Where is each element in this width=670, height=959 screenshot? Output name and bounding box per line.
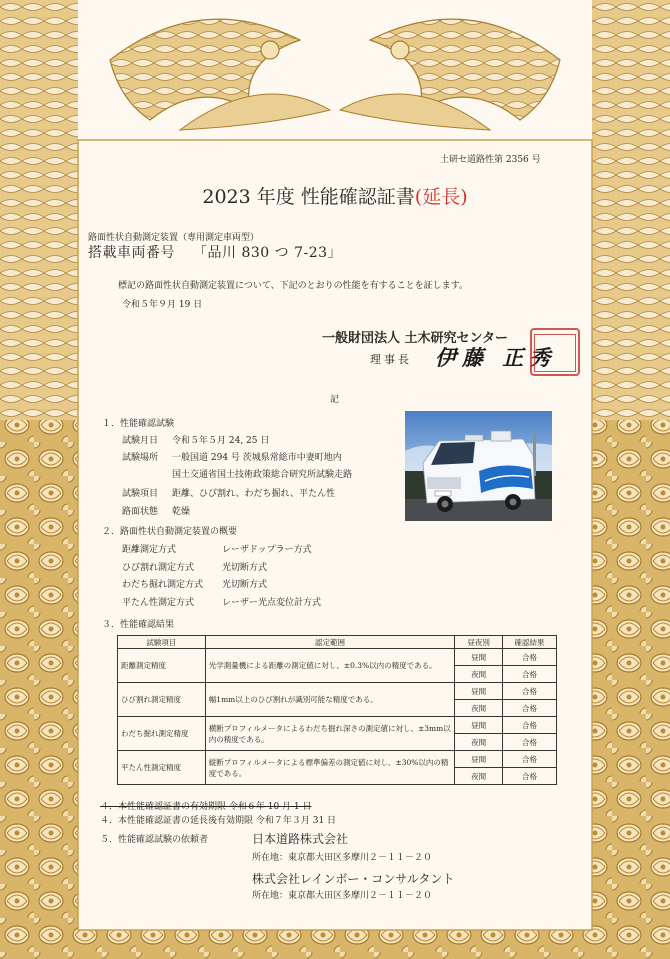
row-label: 平たん性測定方式 <box>122 598 195 608</box>
column-header: 試験項目 <box>118 636 206 649</box>
result: 合格 <box>503 649 557 666</box>
table-row <box>118 751 557 768</box>
row-label: ひび割れ測定方式 <box>122 563 195 573</box>
day-night: 昼間 <box>455 717 503 734</box>
client-address: 所在地：東京都大田区多摩川２－１１－２０ <box>252 853 433 863</box>
issuer-organization: 一般財団法人 土木研究センター <box>322 331 509 346</box>
row-value: 光切断方式 <box>222 580 268 590</box>
table-header-row <box>118 636 557 649</box>
certification-statement: 標記の路面性状自動測定装置について、下記のとおりの性能を有することを証します。 <box>118 281 468 291</box>
device-type: 路面性状自動測定装置（専用測定車両型） <box>88 233 260 243</box>
row-value: 光切断方式 <box>222 563 268 573</box>
certified-range: 縦断プロフィルメータによる標準偏差の測定値に対し、±30%以内の精度である。 <box>205 751 454 785</box>
issue-date: 令和５年９月 19 日 <box>122 300 203 310</box>
day-night: 昼間 <box>455 751 503 768</box>
test-item: わだち掘れ測定精度 <box>118 717 206 751</box>
section-1-row <box>122 433 269 446</box>
section-1-heading: １．性能確認試験 <box>102 419 175 429</box>
document-number: 土研セ道路性第 2356 号 <box>440 155 541 165</box>
vehicle-photo <box>405 411 552 521</box>
day-night: 夜間 <box>455 700 503 717</box>
title-extension: (延長) <box>414 186 468 208</box>
result: 合格 <box>503 666 557 683</box>
result: 合格 <box>503 734 557 751</box>
section-2-row <box>122 542 312 555</box>
table-row <box>118 683 557 700</box>
ki-marker: 記 <box>330 395 340 405</box>
table-row <box>118 649 557 666</box>
result: 合格 <box>503 683 557 700</box>
client-address: 所在地：東京都大田区多摩川２－１１－２０ <box>252 891 433 901</box>
old-expiry-struck: ４．本性能確認証書の有効期限 令和６年 10 月 1 日 <box>100 802 312 812</box>
certified-range: 光学測量機による距離の測定値に対し、±0.3%以内の精度である。 <box>205 649 454 683</box>
representative-signature: 伊藤 正秀 <box>435 345 557 370</box>
section-2-row <box>122 577 267 590</box>
result: 合格 <box>503 768 557 785</box>
day-night: 昼間 <box>455 683 503 700</box>
certified-range: 横断プロフィルメータによるわだち掘れ深さの測定値に対し、±3mm以内の精度である。 <box>205 717 454 751</box>
certified-range: 幅1mm以上のひび割れが識別可能な精度である。 <box>205 683 454 717</box>
section-3-heading: ３．性能確認結果 <box>102 620 175 630</box>
result: 合格 <box>503 700 557 717</box>
vehicle-label: 搭載車両番号 <box>88 245 175 261</box>
row-label: 試験項目 <box>122 489 159 499</box>
row-value: 距離、ひび割れ、わだち掘れ、平たん性 <box>172 489 336 499</box>
row-label: 試験月日 <box>122 436 159 446</box>
day-night: 夜間 <box>455 666 503 683</box>
client-name: 日本道路株式会社 <box>252 832 349 846</box>
table-row <box>118 717 557 734</box>
results-table <box>117 635 557 785</box>
test-item: 距離測定精度 <box>118 649 206 683</box>
row-value: 令和５年５月 24, 25 日 <box>172 436 270 446</box>
row-label: わだち掘れ測定方式 <box>122 580 204 590</box>
extended-expiry: ４．本性能確認証書の延長後有効期限 令和７年３月 31 日 <box>100 816 337 826</box>
test-item: 平たん性測定精度 <box>118 751 206 785</box>
test-item: ひび割れ測定精度 <box>118 683 206 717</box>
result: 合格 <box>503 751 557 768</box>
vehicle-number <box>88 242 342 262</box>
day-night: 夜間 <box>455 768 503 785</box>
representative-title: 理事長 <box>370 353 412 366</box>
section-2-heading: ２．路面性状自動測定装置の概要 <box>102 527 238 537</box>
title-main: 2023 年度 性能確認証書 <box>202 186 415 208</box>
row-value: 乾燥 <box>172 507 191 517</box>
result: 合格 <box>503 717 557 734</box>
section-1-row <box>122 504 190 517</box>
row-value: レーザドップラー方式 <box>222 545 312 555</box>
section-5-heading: ５．性能確認試験の依頼者 <box>100 835 209 845</box>
section-2-row <box>122 595 321 608</box>
official-seal <box>530 328 580 376</box>
row-value: 国土交通省国土技術政策総合研究所試験走路 <box>172 470 353 480</box>
section-1-row <box>122 467 352 480</box>
row-label: 試験場所 <box>122 453 159 463</box>
column-header: 昼夜別 <box>455 636 503 649</box>
row-value: レーザー光点変位計方式 <box>222 598 322 608</box>
day-night: 昼間 <box>455 649 503 666</box>
row-label: 路面状態 <box>122 507 159 517</box>
section-2-row <box>122 560 267 573</box>
row-value: 一般国道 294 号 茨城県常総市中妻町地内 <box>172 453 342 463</box>
client-name: 株式会社レインボー・コンサルタント <box>252 872 455 886</box>
row-label: 距離測定方式 <box>122 545 177 555</box>
column-header: 認定範囲 <box>205 636 454 649</box>
certificate-title <box>0 182 670 209</box>
day-night: 夜間 <box>455 734 503 751</box>
section-1-row <box>122 450 342 463</box>
column-header: 確認結果 <box>503 636 557 649</box>
section-1-row <box>122 486 335 499</box>
vehicle-plate: 「品川 830 つ 7-23」 <box>193 245 343 261</box>
